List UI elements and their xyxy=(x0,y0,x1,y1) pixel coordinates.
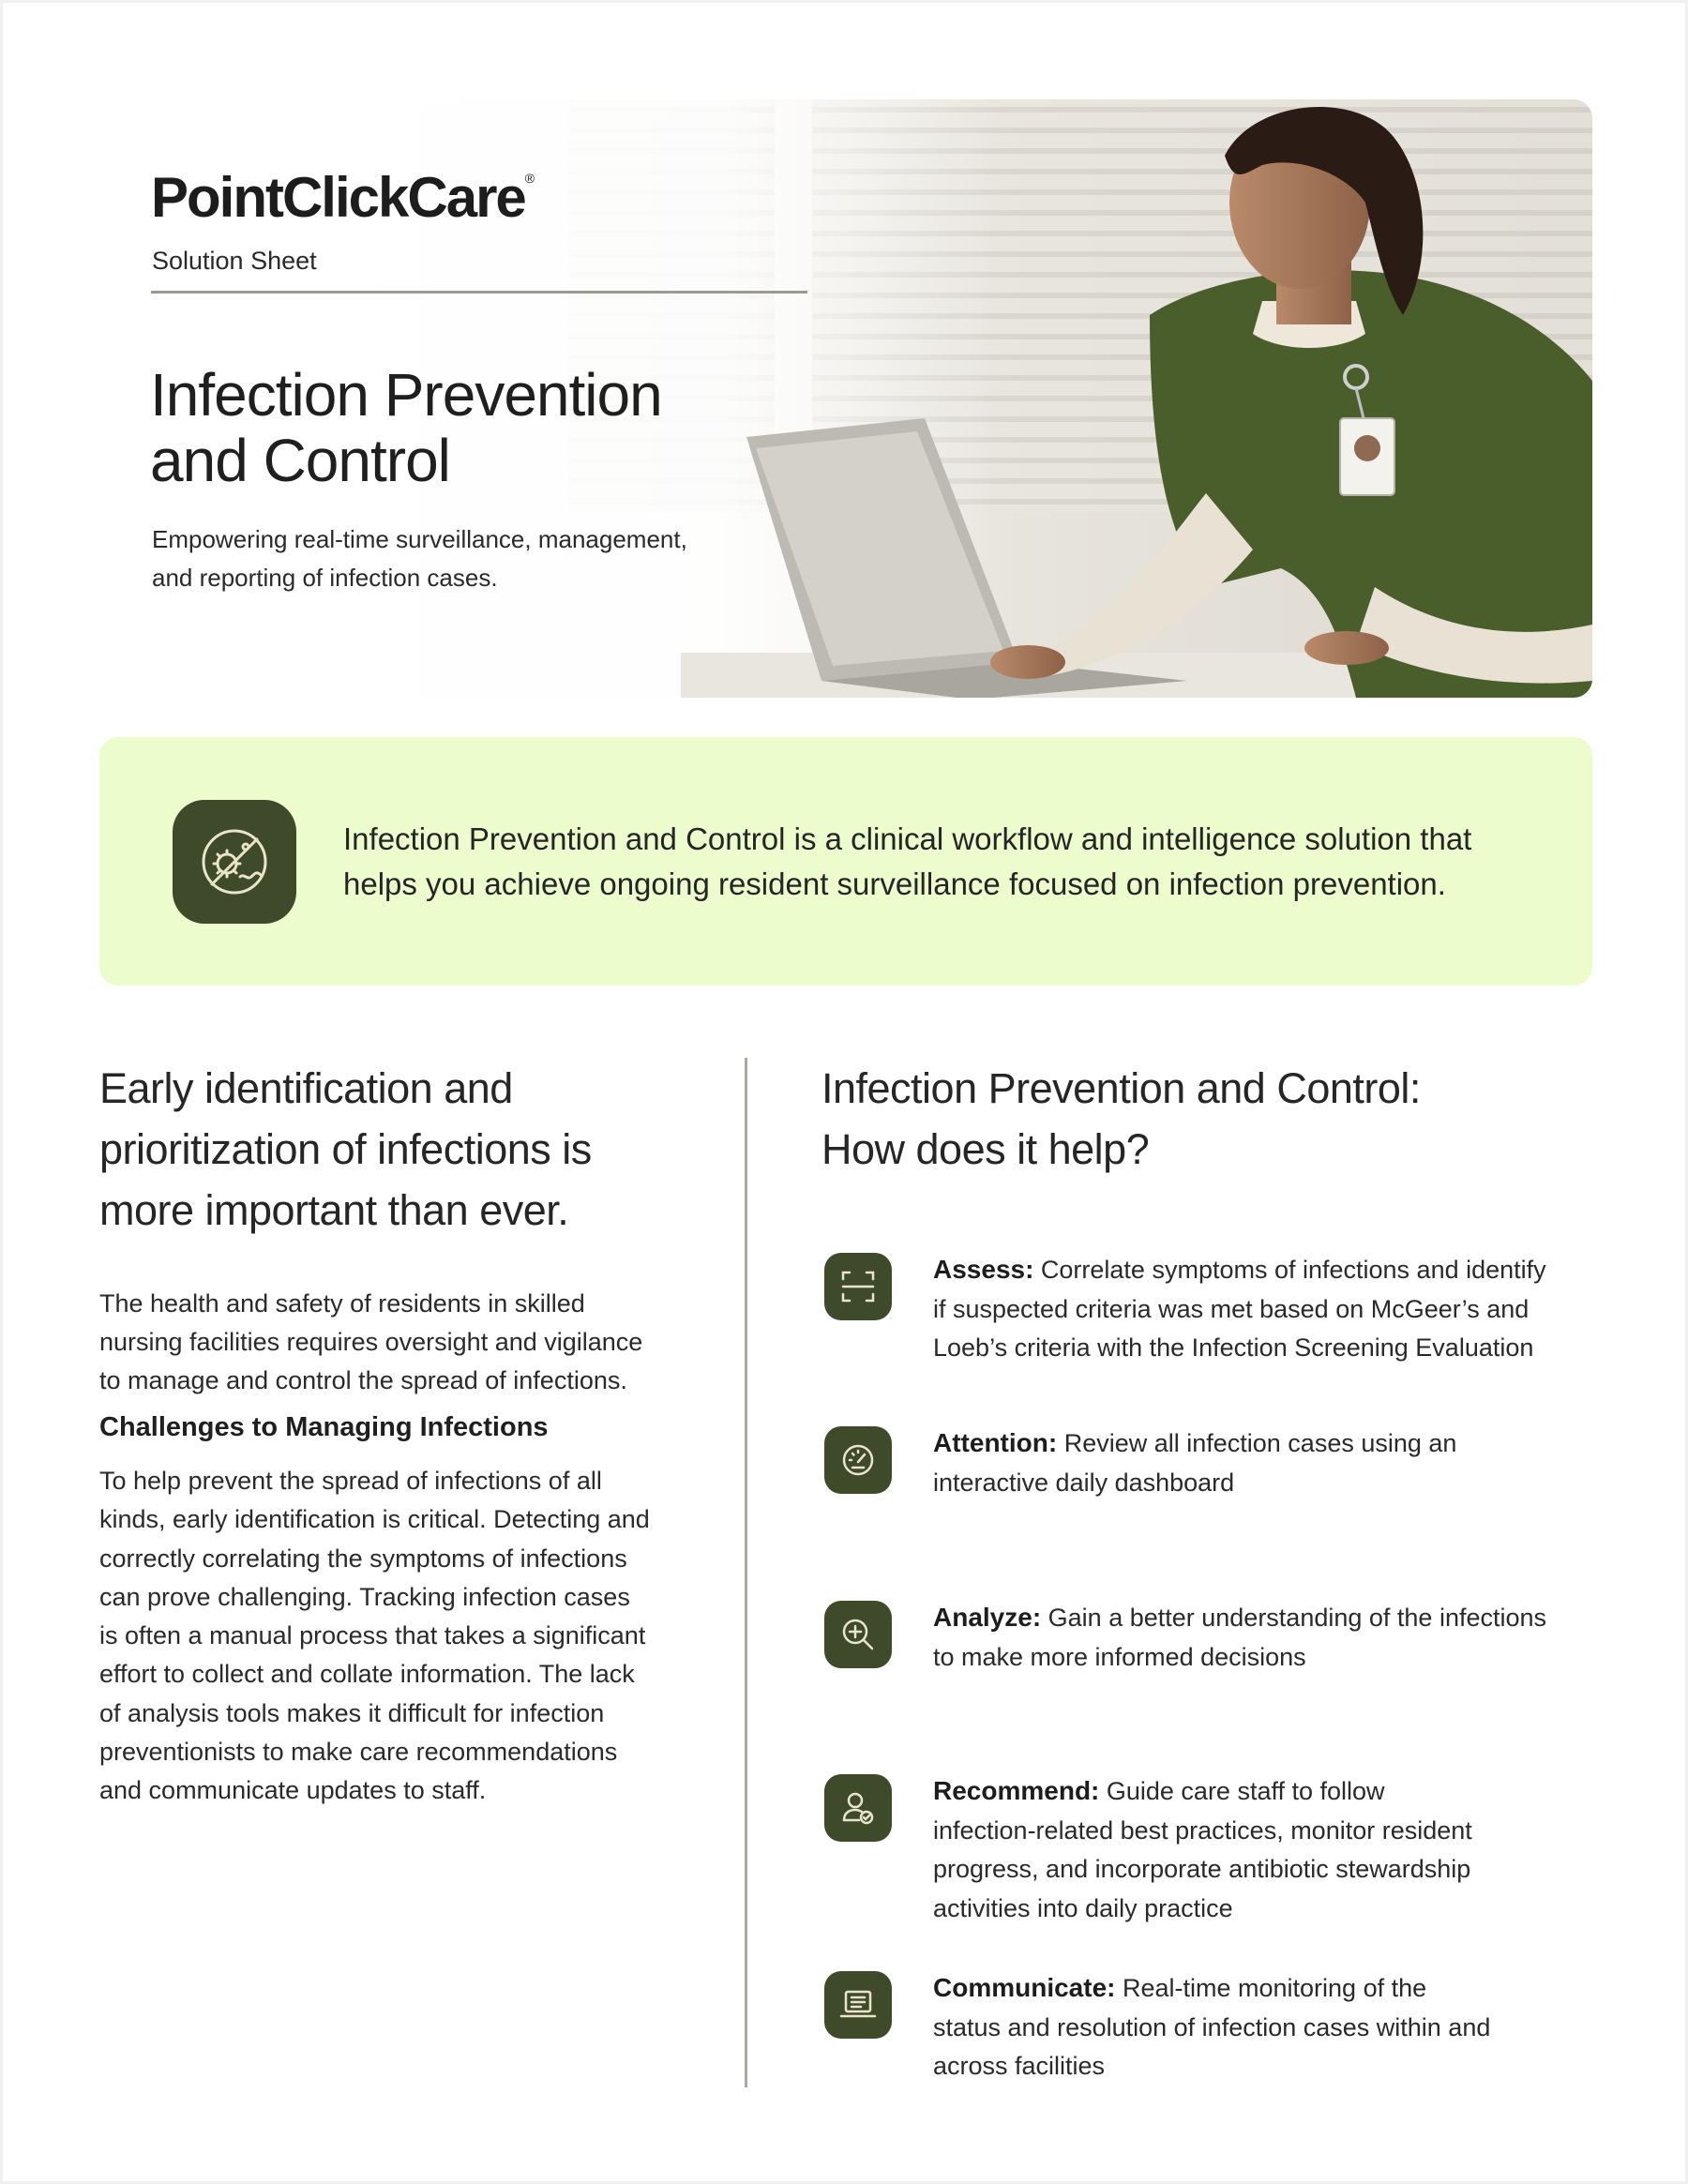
heading-line: Early identification and xyxy=(99,1064,513,1112)
left-heading xyxy=(99,1058,718,1241)
feature-line: Correlate symptoms of infections and identify xyxy=(1033,1256,1546,1284)
subtitle-line: Empowering real-time surveillance, management, xyxy=(152,525,687,553)
feature-line: status and resolution of infection cases within and xyxy=(933,2012,1491,2041)
title-line: and Control xyxy=(150,427,450,494)
challenges-subheading: Challenges to Managing Infections xyxy=(99,1412,549,1442)
page-subtitle xyxy=(152,520,752,597)
brand-logo xyxy=(151,165,535,230)
feature-label: Attention: xyxy=(933,1428,1058,1457)
feature-text xyxy=(933,1250,1590,1368)
subtitle-line: and reporting of infection cases. xyxy=(152,564,498,592)
feature-line: Review all infection cases using an xyxy=(1057,1429,1457,1457)
paragraph-line: to manage and control the spread of infections. xyxy=(99,1366,627,1394)
document-type-label: Solution Sheet xyxy=(152,247,317,275)
feature-label: Analyze: xyxy=(933,1603,1042,1632)
laptop-icon xyxy=(824,1971,892,2039)
paragraph-line: To help prevent the spread of infections of all xyxy=(99,1467,602,1495)
hero-banner xyxy=(99,99,1592,698)
feature-line: Gain a better understanding of the infections xyxy=(1041,1604,1547,1632)
summary-text xyxy=(343,817,1562,907)
title-line: Infection Prevention xyxy=(150,361,662,429)
registered-mark: ® xyxy=(524,171,535,186)
page-title xyxy=(150,362,731,493)
no-germs-icon xyxy=(173,800,296,924)
summary-line: helps you achieve ongoing resident surveillance focused on infection prevention. xyxy=(343,866,1446,901)
feature-label: Assess: xyxy=(933,1255,1034,1284)
paragraph-line: correctly correlating the symptoms of infections xyxy=(99,1544,627,1573)
challenges-paragraph xyxy=(99,1462,709,1811)
summary-banner xyxy=(99,737,1592,986)
feature-label: Recommend: xyxy=(933,1776,1100,1805)
paragraph-line: effort to collect and collate information. The lack xyxy=(99,1660,635,1689)
paragraph-line: The health and safety of residents in skilled xyxy=(99,1289,585,1318)
paragraph-line: nursing facilities requires oversight and vigilance xyxy=(99,1328,643,1356)
solution-sheet-page xyxy=(3,3,1685,2181)
feature-line: if suspected criteria was met based on McGeer’s and xyxy=(933,1294,1530,1323)
feature-text xyxy=(933,1968,1590,2086)
scan-frame-icon xyxy=(824,1253,892,1320)
feature-label: Communicate: xyxy=(933,1973,1116,2002)
zoom-in-icon xyxy=(824,1601,892,1668)
paragraph-line: can prove challenging. Tracking infection cases xyxy=(99,1582,630,1611)
column-divider xyxy=(745,1058,747,2087)
heading-line: more important than ever. xyxy=(99,1186,569,1234)
feature-text xyxy=(933,1771,1590,1928)
paragraph-line: kinds, early identification is critical. Detecting and xyxy=(99,1505,650,1534)
feature-line: infection-related best practices, monitor resident xyxy=(933,1815,1472,1845)
feature-line: activities into daily practice xyxy=(933,1893,1233,1922)
feature-line: progress, and incorporate antibiotic stewardship xyxy=(933,1855,1471,1883)
feature-line: Guide care staff to follow xyxy=(1099,1777,1385,1805)
heading-line: How does it help? xyxy=(821,1125,1150,1173)
right-heading xyxy=(821,1058,1572,1180)
feature-line: interactive daily dashboard xyxy=(933,1468,1235,1497)
feature-line: Loeb’s criteria with the Infection Screening Evaluation xyxy=(933,1333,1534,1362)
header-divider xyxy=(151,291,807,294)
heading-line: prioritization of infections is xyxy=(99,1125,592,1173)
feature-line: across facilities xyxy=(933,2052,1106,2080)
feature-text xyxy=(933,1423,1590,1502)
heading-line: Infection Prevention and Control: xyxy=(821,1064,1421,1112)
gauge-icon xyxy=(824,1426,892,1494)
user-check-icon xyxy=(824,1774,892,1842)
feature-line: Real-time monitoring of the xyxy=(1115,1974,1427,2002)
paragraph-line: preventionists to make care recommendations xyxy=(99,1738,618,1767)
brand-name: PointClickCare xyxy=(151,166,525,229)
summary-line: Infection Prevention and Control is a clinical workflow and intelligence solution that xyxy=(343,821,1472,856)
feature-line: to make more informed decisions xyxy=(933,1642,1306,1671)
paragraph-line: of analysis tools makes it difficult for infection xyxy=(99,1698,605,1727)
paragraph-line: and communicate updates to staff. xyxy=(99,1776,487,1805)
feature-text xyxy=(933,1598,1590,1677)
paragraph-line: is often a manual process that takes a significant xyxy=(99,1621,646,1650)
intro-paragraph xyxy=(99,1285,709,1400)
